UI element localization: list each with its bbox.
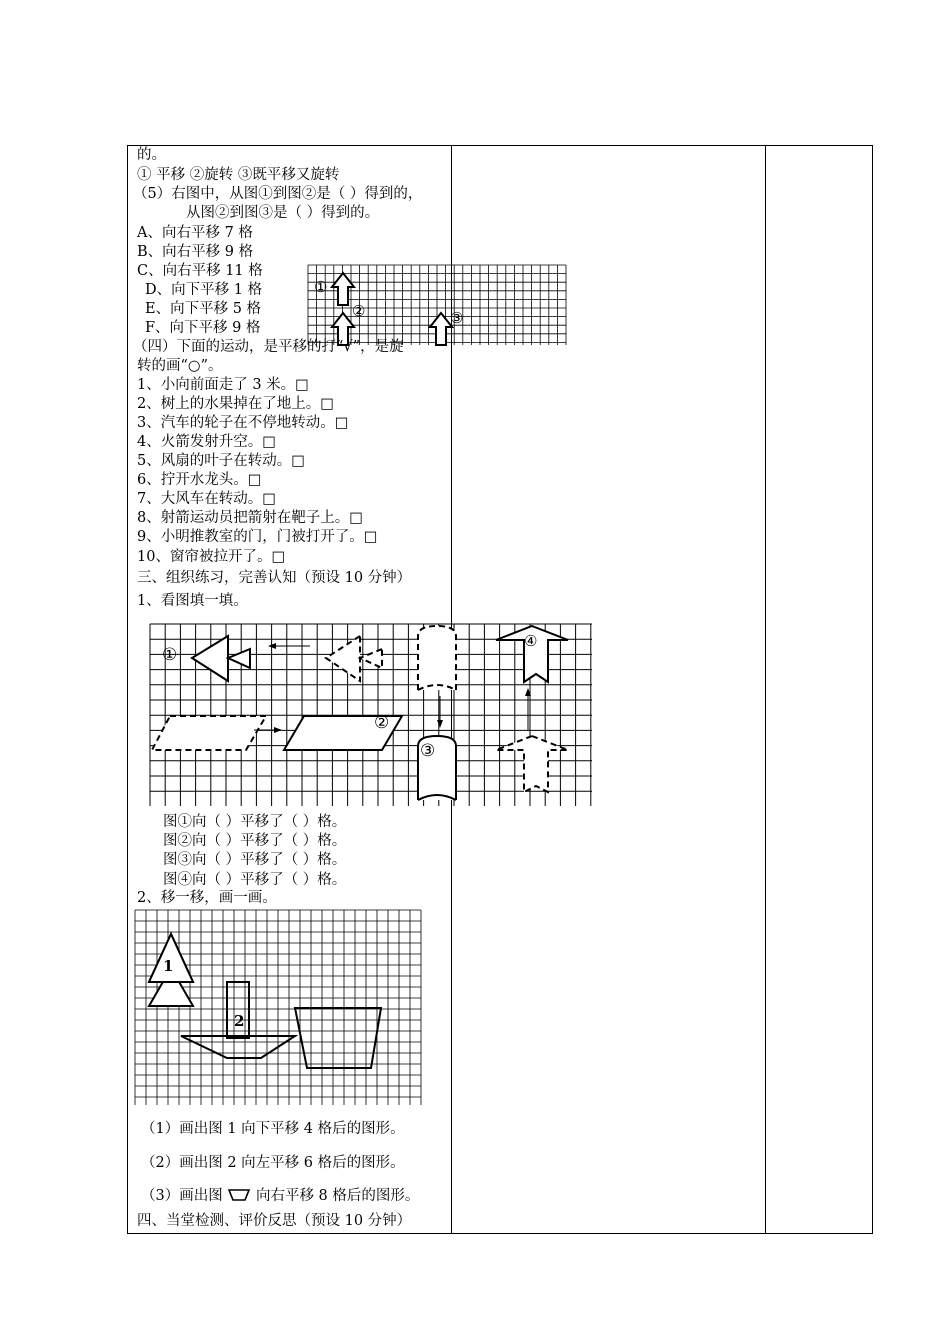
fill-2: 图②向（ ）平移了（ ）格。 (163, 833, 347, 849)
section4-line2: 转的画“○”。 (137, 358, 223, 374)
ex2-label-1: 1 (163, 957, 174, 975)
exercise2-title: 2、移一移，画一画。 (137, 890, 277, 906)
trapezoid-figure (295, 1008, 381, 1068)
question-tail: 的。 (137, 147, 166, 163)
task-3-suffix: 向右平移 8 格后的图形。 (255, 1188, 420, 1204)
ex1-label-2: ② (374, 713, 390, 733)
section4-next-heading: 四、当堂检测、评价反思（预设 10 分钟） (137, 1213, 412, 1229)
q5-line1: （5）右图中，从图①到图②是（ ）得到的， (133, 186, 423, 202)
fill-1: 图①向（ ）平移了（ ）格。 (163, 814, 347, 830)
choice-f: F、向下平移 9 格 (145, 320, 261, 336)
shape3-dashed (418, 626, 456, 690)
task-1: （1）画出图 1 向下平移 4 格后的图形。 (141, 1121, 405, 1137)
grid-label-1: ① (314, 278, 328, 296)
fill-3: 图③向（ ）平移了（ ）格。 (163, 852, 347, 868)
item-9: 9、小明推教室的门，门被打开了。□ (137, 529, 378, 545)
task-3-prefix: （3）画出图 (141, 1188, 223, 1204)
item-3: 3、汽车的轮子在不停地转动。□ (137, 415, 349, 431)
choice-c: C、向右平移 11 格 (137, 263, 263, 279)
shape4-dashed (496, 736, 568, 792)
grid-label-2: ② (352, 302, 366, 320)
item-2: 2、树上的水果掉在了地上。□ (137, 396, 334, 412)
ex1-label-4: ④ (524, 632, 538, 650)
question-options: ① 平移 ②旋转 ③既平移又旋转 (137, 167, 340, 183)
item-7: 7、大风车在转动。□ (137, 491, 276, 507)
task-2: （2）画出图 2 向左平移 6 格后的图形。 (141, 1155, 405, 1171)
exercise2-grid (135, 910, 423, 1107)
item-10: 10、窗帘被拉开了。□ (137, 549, 286, 565)
ex2-label-2: 2 (234, 1012, 245, 1030)
choice-b: B、向右平移 9 格 (137, 244, 254, 260)
exercise1-title: 1、看图填一填。 (137, 593, 248, 609)
item-4: 4、火箭发射升空。□ (137, 434, 276, 450)
shape1-small-triangle (228, 649, 250, 668)
section4-line1: （四）下面的运动，是平移的打“√”，是旋 (133, 339, 404, 355)
item-8: 8、射箭运动员把箭射在靶子上。□ (137, 510, 363, 526)
trapezoid-icon (227, 1188, 251, 1202)
fill-4: 图④向（ ）平移了（ ）格。 (163, 872, 347, 888)
choice-e: E、向下平移 5 格 (145, 301, 262, 317)
task-3 (141, 1188, 419, 1205)
item-1: 1、小向前面走了 3 米。□ (137, 377, 309, 393)
section3-heading: 三、组织练习，完善认知（预设 10 分钟） (137, 570, 412, 586)
choice-d: D、向下平移 1 格 (145, 282, 263, 298)
shape2-dashed-copy (152, 716, 266, 750)
ex1-label-1: ① (162, 645, 178, 665)
exercise1-grid (150, 624, 594, 808)
item-6: 6、拧开水龙头。□ (137, 472, 262, 488)
choice-a: A、向右平移 7 格 (137, 225, 253, 241)
translation-grid-small (308, 265, 568, 347)
ex1-label-3: ③ (420, 741, 436, 761)
arrow-shape-3 (430, 313, 452, 345)
grid-label-3: ③ (450, 309, 464, 327)
column-divider-2 (765, 145, 766, 1234)
shape1-dashed-triangle (326, 636, 360, 681)
item-5: 5、风扇的叶子在转动。□ (137, 453, 305, 469)
q5-line2: 从图②到图③是（ ）得到的。 (186, 205, 380, 221)
shape1-triangle (192, 636, 228, 681)
